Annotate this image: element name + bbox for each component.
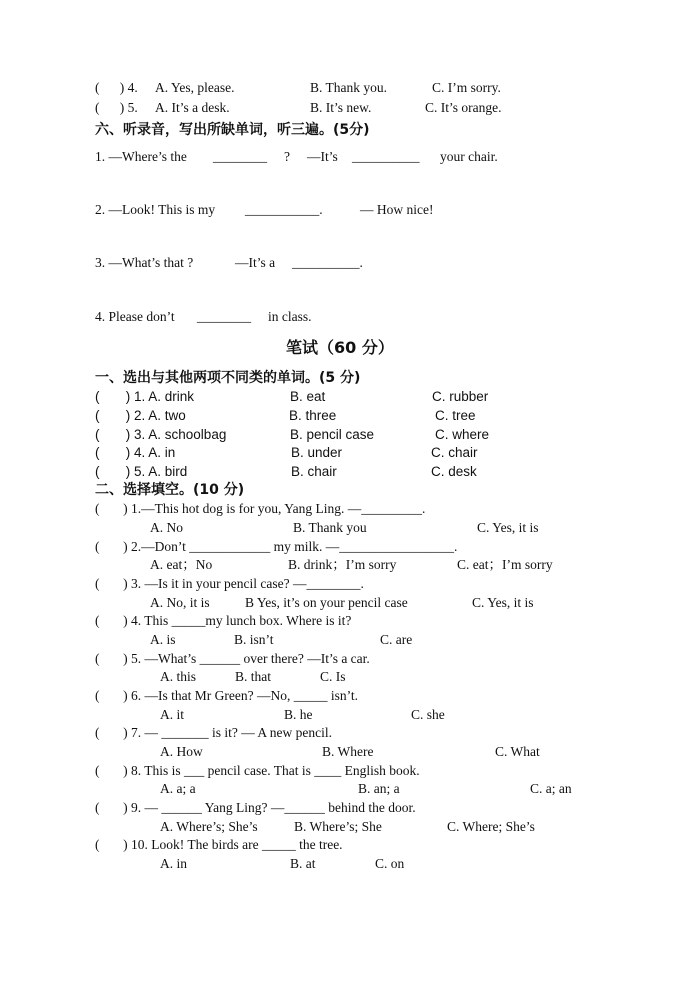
choice-question: ( ) 8. This is ___ pencil case. That is ____ English book. xyxy=(95,763,420,778)
choice-question: ( ) 10. Look! The birds are _____ the tree. xyxy=(95,837,343,852)
choice-question: ( ) 5. —What’s ______ over there? —It’s a car. xyxy=(95,651,370,666)
answer-paren[interactable]: ( xyxy=(95,688,124,703)
answer-paren[interactable]: ( xyxy=(95,613,124,628)
odd-item: ( ) 2. A. two B. three C. tree xyxy=(95,408,476,423)
answer-paren[interactable]: ( xyxy=(95,408,126,423)
blank[interactable]: ________ xyxy=(197,309,251,324)
blank[interactable]: ________ xyxy=(213,149,267,164)
choice-options: A. a; a B. an; a C. a; an xyxy=(160,781,572,796)
choice-question: ( ) 9. — ______ Yang Ling? —______ behind the door. xyxy=(95,800,416,815)
answer-paren[interactable]: ( xyxy=(95,80,120,95)
choice-options: A. in B. at C. on xyxy=(160,856,405,871)
choice-options: A. this B. that C. Is xyxy=(160,669,346,684)
option-c: C. It’s orange. xyxy=(425,100,502,115)
odd-item: ( ) 3. A. schoolbag B. pencil case C. where xyxy=(95,427,490,442)
choice-options: A. No, it is B Yes, it’s on your pencil case C. Yes, it is xyxy=(150,595,534,610)
section-1-title: 一、选出与其他两项不同类的单词。(5 分) xyxy=(95,370,361,386)
choice-options: A. How B. Where C. What xyxy=(160,744,540,759)
section-6-title: 六、听录音，写出所缺单词，听三遍。(5分) xyxy=(95,122,370,138)
answer-paren[interactable]: ( xyxy=(95,501,124,516)
dictation-1: 1. —Where’s the ________ ? —It’s __________ your chair. xyxy=(95,149,498,164)
answer-paren[interactable]: ( xyxy=(95,389,126,404)
written-test-title: 笔试（60 分） xyxy=(286,338,394,357)
dictation-4: 4. Please don’t ________ in class. xyxy=(95,309,312,324)
question-number: ) 4. xyxy=(119,80,138,95)
answer-paren[interactable]: ( xyxy=(95,837,124,852)
choice-options: A. No B. Thank you C. Yes, it is xyxy=(150,520,539,535)
answer-paren[interactable]: ( xyxy=(95,464,126,479)
option-b: B. It’s new. xyxy=(310,100,372,115)
top-item-5 xyxy=(95,100,502,116)
answer-paren[interactable]: ( xyxy=(95,725,124,740)
choice-question: ( ) 3. —Is it in your pencil case? —________. xyxy=(95,576,364,591)
option-a: A. It’s a desk. xyxy=(155,100,230,115)
blank[interactable]: ___________. xyxy=(245,202,323,217)
answer-paren[interactable]: ( xyxy=(95,100,120,115)
answer-paren[interactable]: ( xyxy=(95,651,124,666)
choice-question: ( ) 1.—This hot dog is for you, Yang Ling. —_________. xyxy=(95,501,426,516)
section-2-title: 二、选择填空。(10 分) xyxy=(95,482,245,498)
choice-options: A. Where’s; She’s B. Where’s; She C. Where; She’s xyxy=(160,819,535,834)
answer-paren[interactable]: ( xyxy=(95,800,124,815)
option-b: B. Thank you. xyxy=(310,80,387,95)
odd-item: ( ) 5. A. bird B. chair C. desk xyxy=(95,464,477,479)
choice-options: A. is B. isn’t C. are xyxy=(150,632,413,647)
answer-paren[interactable]: ( xyxy=(95,576,124,591)
choice-question: ( ) 2.—Don’t ____________ my milk. —_________________. xyxy=(95,539,458,554)
odd-item: ( ) 1. A. drink B. eat C. rubber xyxy=(95,389,489,404)
option-c: C. I’m sorry. xyxy=(432,80,501,95)
answer-paren[interactable]: ( xyxy=(95,427,126,442)
answer-paren[interactable]: ( xyxy=(95,763,124,778)
blank[interactable]: __________. xyxy=(292,255,363,270)
dictation-3: 3. —What’s that ? —It’s a __________. xyxy=(95,255,363,270)
odd-item: ( ) 4. A. in B. under C. chair xyxy=(95,445,478,460)
top-item-4 xyxy=(95,80,501,96)
choice-question: ( ) 7. — _______ is it? — A new pencil. xyxy=(95,725,332,740)
question-number: ) 5. xyxy=(119,100,138,115)
answer-paren[interactable]: ( xyxy=(95,539,124,554)
choice-options: A. eat；No B. drink；I’m sorry C. eat；I’m sorry xyxy=(150,557,553,572)
choice-question: ( ) 6. —Is that Mr Green? —No, _____ isn’t. xyxy=(95,688,358,703)
choice-options: A. it B. he C. she xyxy=(160,707,445,722)
blank[interactable]: __________ xyxy=(352,149,420,164)
answer-paren[interactable]: ( xyxy=(95,445,126,460)
choice-question: ( ) 4. This _____my lunch box. Where is it? xyxy=(95,613,352,628)
dictation-2: 2. —Look! This is my ___________. — How nice! xyxy=(95,202,434,217)
option-a: A. Yes, please. xyxy=(155,80,235,95)
